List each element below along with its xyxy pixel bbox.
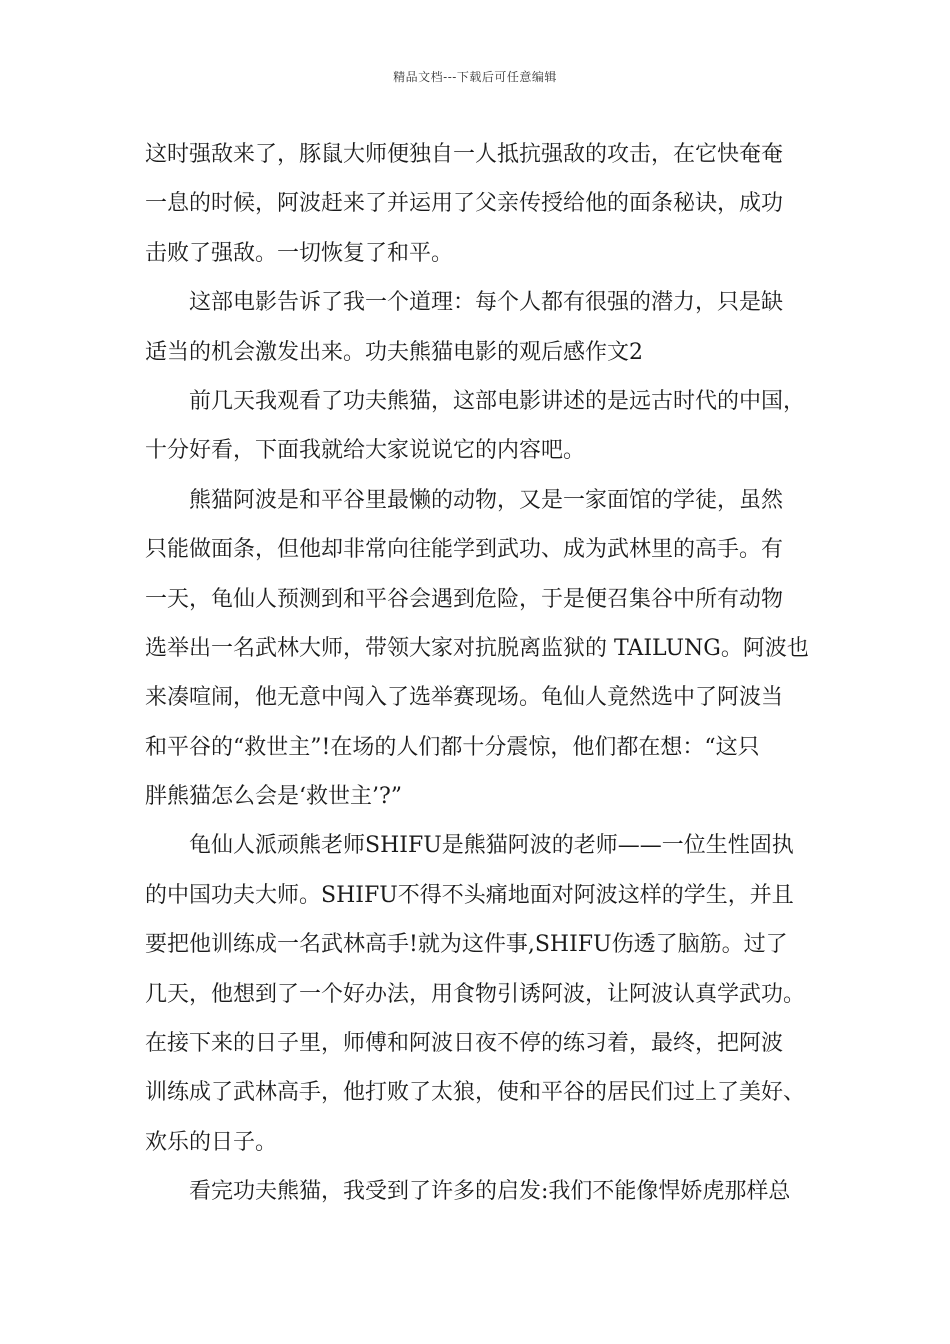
text-line: 来凑喧闹，他无意中闯入了选举赛现场。龟仙人竟然选中了阿波当 — [145, 685, 784, 711]
paragraph-first-line: 这部电影告诉了我一个道理：每个人都有很强的潜力，只是缺 — [189, 290, 784, 316]
text-line: 一息的时候，阿波赶来了并运用了父亲传授给他的面条秘诀，成功 — [145, 191, 784, 217]
text-line: 和平谷的“救世主”!在场的人们都十分震惊，他们都在想：“这只 — [145, 734, 760, 760]
text-line: 击败了强敌。一切恢复了和平。 — [145, 240, 454, 266]
paragraph-first-line: 龟仙人派顽熊老师SHIFU是熊猫阿波的老师——一位生性固执 — [189, 833, 794, 859]
text-line: 欢乐的日子。 — [145, 1129, 278, 1155]
text-line: 只能做面条，但他却非常向往能学到武功、成为武林里的高手。有 — [145, 537, 784, 563]
text-line: 这时强敌来了，豚鼠大师便独自一人抵抗强敌的攻击，在它快奄奄 — [145, 142, 784, 167]
page-header: 精品文档---下载后可任意编辑 — [393, 70, 557, 84]
text-line: 几天，他想到了一个好办法，用食物引诱阿波，让阿波认真学武功。 — [145, 981, 806, 1007]
text-line: 在接下来的日子里，师傅和阿波日夜不停的练习着，最终，把阿波 — [145, 1031, 784, 1057]
text-line: 的中国功夫大师。SHIFU不得不头痛地面对阿波这样的学生，并且 — [145, 882, 794, 908]
paragraph-first-line: 前几天我观看了功夫熊猫，这部电影讲述的是远古时代的中国， — [189, 388, 806, 414]
text-line: 胖熊猫怎么会是‘救世主’?” — [145, 784, 403, 810]
paragraph-first-line: 看完功夫熊猫，我受到了许多的启发:我们不能像悍娇虎那样总 — [189, 1179, 791, 1205]
text-line: 十分好看，下面我就给大家说说它的内容吧。 — [145, 438, 586, 464]
text-line: 要把他训练成一名武林高手!就为这件事,SHIFU伤透了脑筋。过了 — [145, 932, 788, 958]
paragraph-first-line: 熊猫阿波是和平谷里最懒的动物，又是一家面馆的学徒，虽然 — [189, 487, 784, 513]
text-line: 适当的机会激发出来。功夫熊猫电影的观后感作文2 — [145, 339, 643, 365]
text-line: 选举出一名武林大师，带领大家对抗脱离监狱的 TAILUNG。阿波也 — [145, 635, 809, 661]
text-line: 一天，龟仙人预测到和平谷会遇到危险，于是便召集谷中所有动物 — [145, 586, 784, 612]
body-text — [145, 130, 810, 1217]
text-line: 训练成了武林高手，他打败了太狼，使和平谷的居民们过上了美好、 — [145, 1080, 806, 1106]
